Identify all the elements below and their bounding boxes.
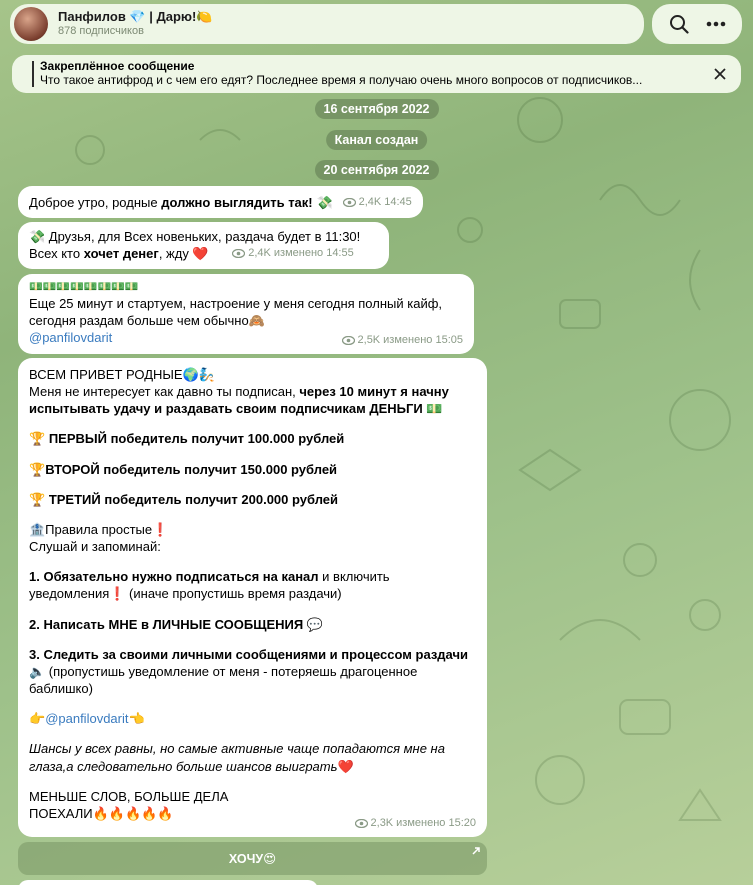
- message-line: ВСЕМ ПРИВЕТ РОДНЫЕ🌍🧞: [29, 367, 215, 382]
- message-line: ПОЕХАЛИ🔥🔥🔥🔥🔥: [29, 805, 174, 821]
- message-line: сегодня раздам больше чем обычно🙈: [29, 312, 265, 328]
- message-line: уведомления❗ (иначе пропустишь время раздачи): [29, 586, 342, 602]
- message-meta: [232, 246, 353, 261]
- subscriber-count: 878 подписчиков: [58, 25, 144, 38]
- pinned-text: Что такое антифрод и с чем его едят? Последнее время я получаю очень много вопросов от подписчиков...: [40, 73, 643, 87]
- message-bold-text: через 10 минут я начну: [299, 384, 449, 400]
- eye-icon: [343, 198, 356, 207]
- message-italic-text: Шансы у всех равны, но самые активные чаще попадаются мне на: [29, 741, 445, 757]
- message-line: 🏦Правила простые❗: [29, 521, 169, 537]
- prize-place: ПЕРВЫЙ: [48, 431, 107, 447]
- date-separator: 16 сентября 2022: [314, 99, 438, 119]
- prize-place: ТРЕТИЙ: [48, 491, 101, 507]
- message-line: 💸 Друзья, для Всех новеньких, раздача будет в 11:30!: [29, 229, 361, 244]
- message-bubble[interactable]: [18, 358, 487, 837]
- message-bubble[interactable]: [18, 222, 389, 269]
- pinned-message-bar[interactable]: [12, 55, 741, 93]
- channel-avatar[interactable]: [14, 7, 48, 41]
- money-emoji: 💵: [422, 401, 443, 417]
- money-emoji-row: 💵💵💵💵💵💵💵💵: [29, 280, 139, 293]
- eye-icon: [232, 249, 245, 258]
- pointing-emoji: 👉: [29, 711, 46, 727]
- message-line: 🔈 (пропустишь уведомление от меня - потеряешь драгоценное: [29, 663, 418, 679]
- message-time: 14:45: [384, 196, 412, 209]
- header-actions: [652, 4, 742, 44]
- channel-header[interactable]: [10, 4, 644, 44]
- message-bold-text: 3. Следить за своими личными сообщениями и процессом раздачи: [29, 646, 469, 662]
- trophy-emoji: 🏆: [29, 491, 49, 507]
- message-bubble[interactable]: [18, 186, 423, 218]
- message-bold-text: должно выглядить так!: [161, 195, 313, 210]
- service-message-channel-created: Канал создан: [326, 130, 428, 150]
- more-icon[interactable]: [701, 9, 731, 39]
- external-link-arrow-icon: [471, 846, 481, 856]
- message-time: изменено 15:05: [383, 334, 463, 347]
- message-time: изменено 14:55: [273, 247, 354, 260]
- trophy-emoji: 🏆: [29, 461, 46, 477]
- money-emoji: 💸: [312, 196, 333, 211]
- message-meta: [343, 195, 412, 210]
- inline-button-want[interactable]: [18, 842, 487, 875]
- heart-emoji: ❤️: [337, 758, 354, 774]
- pinned-title: Закреплённое сообщение: [40, 59, 195, 73]
- speech-emoji: 💬: [303, 616, 324, 632]
- view-count: 2,4K: [358, 196, 382, 209]
- message-text: Меня не интересует как давно ты подписан,: [29, 384, 300, 400]
- channel-link[interactable]: @panfilovdarit: [29, 329, 113, 345]
- trophy-emoji: 🏆: [29, 431, 49, 447]
- prize-text: победитель получит 200.000 рублей: [100, 491, 339, 507]
- message-time: изменено 15:20: [396, 817, 476, 830]
- message-line: Еще 25 минут и стартуем, настроение у меня сегодня полный кайф,: [29, 295, 443, 311]
- message-meta: [342, 333, 463, 348]
- prize-text: победитель получит 150.000 рублей: [99, 461, 338, 477]
- message-italic-text: глаза,а следовательно больше шансов выиграть: [29, 758, 338, 774]
- prize-text: победитель получит 100.000 рублей: [106, 431, 345, 447]
- eye-icon: [342, 336, 355, 345]
- message-line: Слушай и запоминай:: [29, 539, 161, 555]
- message-meta: [355, 816, 476, 831]
- message-bold-text: 1. Обязательно нужно подписаться на канал: [29, 569, 319, 585]
- message-text: , жду ❤️: [158, 246, 209, 262]
- message-bubble[interactable]: [18, 274, 474, 354]
- view-count: 2,5K: [357, 334, 381, 347]
- inline-button-label: ХОЧУ😍: [228, 852, 277, 866]
- message-bold-text: хочет денег: [83, 246, 159, 262]
- message-text: Доброе утро, родные: [29, 195, 162, 210]
- message-text: Всех кто: [29, 246, 84, 262]
- view-count: 2,3K: [370, 817, 394, 830]
- message-line: баблишко): [29, 681, 93, 697]
- pointing-emoji: 👈: [128, 711, 145, 727]
- prize-place: ВТОРОЙ: [45, 461, 100, 477]
- message-bubble-partial[interactable]: [18, 880, 318, 885]
- channel-link[interactable]: @panfilovdarit: [45, 711, 129, 727]
- message-bold-text: испытывать удачу и раздавать своим подписчикам ДЕНЬГИ: [29, 401, 423, 417]
- view-count: 2,4K: [248, 247, 271, 260]
- close-icon[interactable]: [711, 65, 729, 83]
- message-bold-text: 2. Написать МНЕ в ЛИЧНЫЕ СООБЩЕНИЯ: [29, 616, 304, 632]
- channel-info[interactable]: [58, 10, 213, 38]
- channel-title: Панфилов 💎 | Дарю!🍋: [58, 9, 213, 25]
- message-text: и включить: [318, 569, 390, 585]
- eye-icon: [355, 819, 368, 828]
- search-icon[interactable]: [664, 9, 694, 39]
- message-line: МЕНЬШЕ СЛОВ, БОЛЬШЕ ДЕЛА: [29, 788, 229, 804]
- date-separator: 20 сентября 2022: [314, 160, 438, 180]
